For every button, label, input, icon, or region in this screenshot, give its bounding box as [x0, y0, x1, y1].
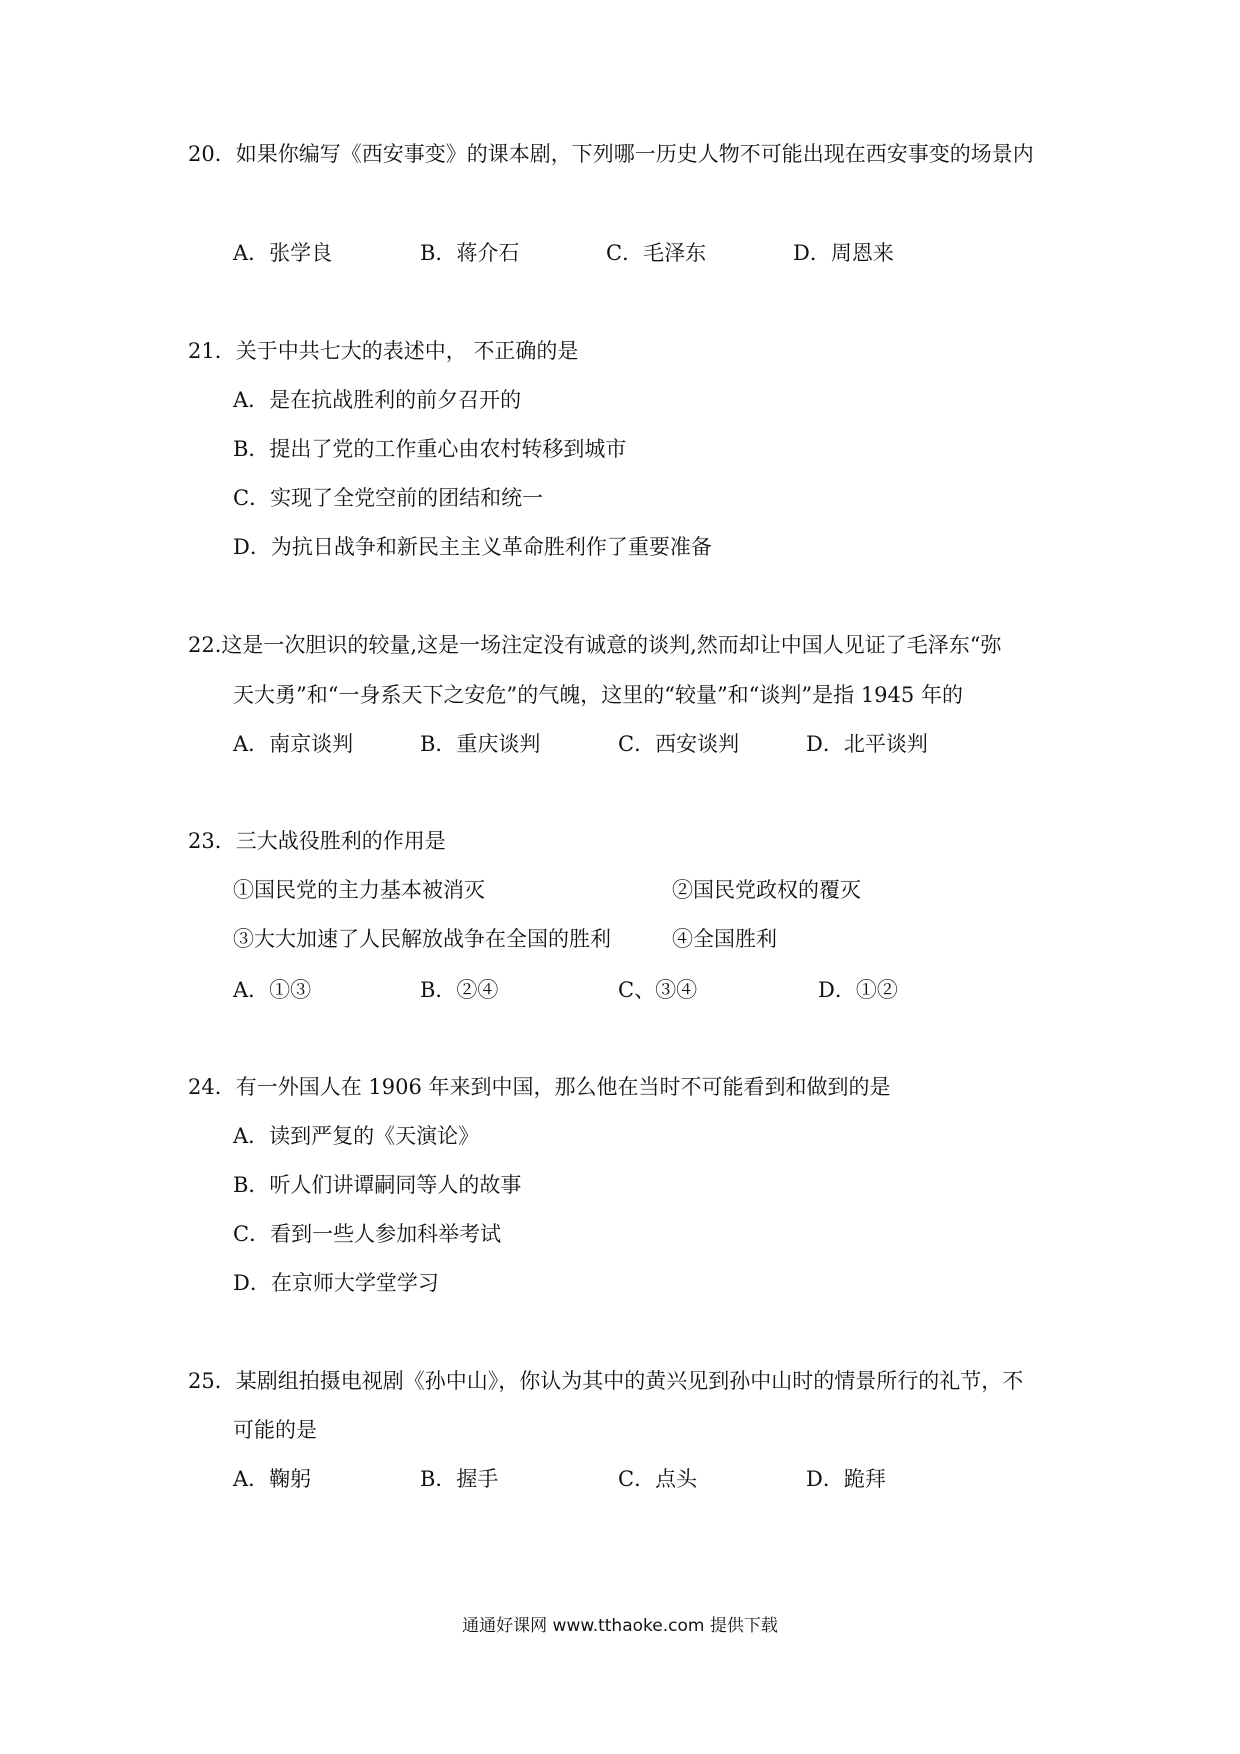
question-25-option-c: C．点头: [618, 1467, 698, 1491]
question-24-option-b: B．听人们讲谭嗣同等人的故事: [233, 1173, 522, 1197]
question-23-item-1: ①国民党的主力基本被消灭: [233, 878, 485, 902]
question-21-option-c: C．实现了全党空前的团结和统一: [233, 486, 544, 510]
question-23-option-d: D．①②: [818, 978, 898, 1002]
question-22-stem-line-1: 22.这是一次胆识的较量,这是一场注定没有诚意的谈判,然而却让中国人见证了毛泽东“弥: [188, 633, 1002, 657]
question-20-option-d: D．周恩来: [793, 241, 894, 265]
question-22-option-d: D．北平谈判: [806, 732, 928, 756]
question-25-stem-line-2: 可能的是: [233, 1418, 317, 1442]
question-25-option-b: B．握手: [420, 1467, 499, 1491]
question-23-option-c: C、③④: [618, 978, 698, 1002]
question-23-option-b: B．②④: [420, 978, 499, 1002]
question-21-option-d: D．为抗日战争和新民主主义革命胜利作了重要准备: [233, 535, 712, 559]
question-21-option-a: A．是在抗战胜利的前夕召开的: [233, 388, 522, 412]
question-20-option-c: C．毛泽东: [606, 241, 707, 265]
question-23-stem: 23．三大战役胜利的作用是: [188, 829, 446, 853]
question-22-stem-line-2: 天大勇”和“一身系天下之安危”的气魄，这里的“较量”和“谈判”是指 1945 年的: [233, 683, 963, 707]
question-22-option-c: C．西安谈判: [618, 732, 740, 756]
page-footer: 通通好课网 www.tthaoke.com 提供下载: [462, 1616, 778, 1636]
question-20-stem: 20．如果你编写《西安事变》的课本剧，下列哪一历史人物不可能出现在西安事变的场景内: [188, 142, 1034, 166]
question-25-option-d: D．跪拜: [806, 1467, 886, 1491]
question-24-option-c: C．看到一些人参加科举考试: [233, 1222, 502, 1246]
question-23-option-a: A．①③: [233, 978, 312, 1002]
question-22-option-b: B．重庆谈判: [420, 732, 541, 756]
question-24-option-a: A．读到严复的《天演论》: [233, 1124, 480, 1148]
question-20-option-b: B．蒋介石: [420, 241, 520, 265]
question-23-item-4: ④全国胜利: [672, 927, 777, 951]
question-21-stem: 21．关于中共七大的表述中， 不正确的是: [188, 339, 579, 363]
question-21-option-b: B．提出了党的工作重心由农村转移到城市: [233, 437, 627, 461]
question-24-stem: 24．有一外国人在 1906 年来到中国，那么他在当时不可能看到和做到的是: [188, 1075, 891, 1099]
question-25-option-a: A．鞠躬: [233, 1467, 312, 1491]
question-23-item-2: ②国民党政权的覆灭: [672, 878, 861, 902]
question-20-option-a: A．张学良: [233, 241, 333, 265]
question-23-item-3: ③大大加速了人民解放战争在全国的胜利: [233, 927, 611, 951]
question-24-option-d: D．在京师大学堂学习: [233, 1271, 439, 1295]
question-22-option-a: A．南京谈判: [233, 732, 354, 756]
question-25-stem-line-1: 25．某剧组拍摄电视剧《孙中山》，你认为其中的黄兴见到孙中山时的情景所行的礼节，不: [188, 1369, 1024, 1393]
